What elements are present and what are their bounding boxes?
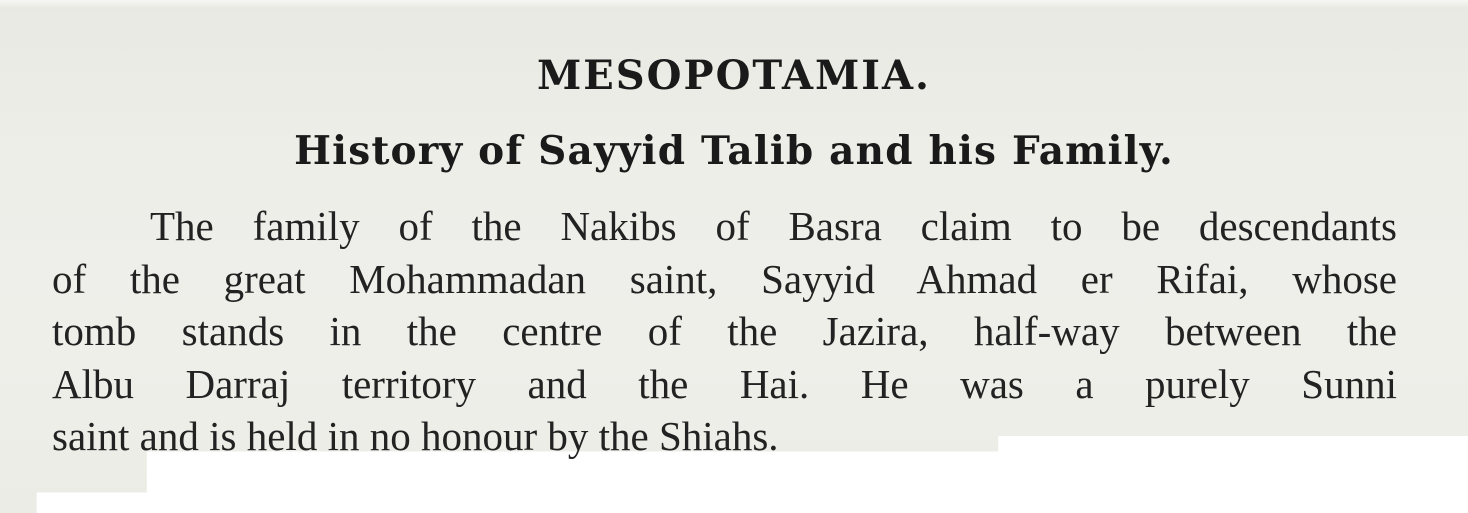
paragraph-line: saint and is held in no honour by the Shiahs. [52,413,779,459]
paragraph-line: of the great Mohammadan saint, Sayyid Ahmad er Rifai, whose [52,255,1397,302]
document-subtitle: History of Sayyid Talib and his Family. [294,128,1174,174]
paper-top-edge [0,0,1468,8]
paragraph-line: Albu Darraj territory and the Hai. He was a purely Sunni [52,360,1397,407]
body-paragraph [52,200,1397,463]
paragraph-line: tomb stands in the centre of the Jazira, half-way between the [52,308,1397,354]
paragraph-line: The family of the Nakibs of Basra claim to be descendants [150,203,1397,249]
document-title: MESOPOTAMIA. [537,52,931,99]
